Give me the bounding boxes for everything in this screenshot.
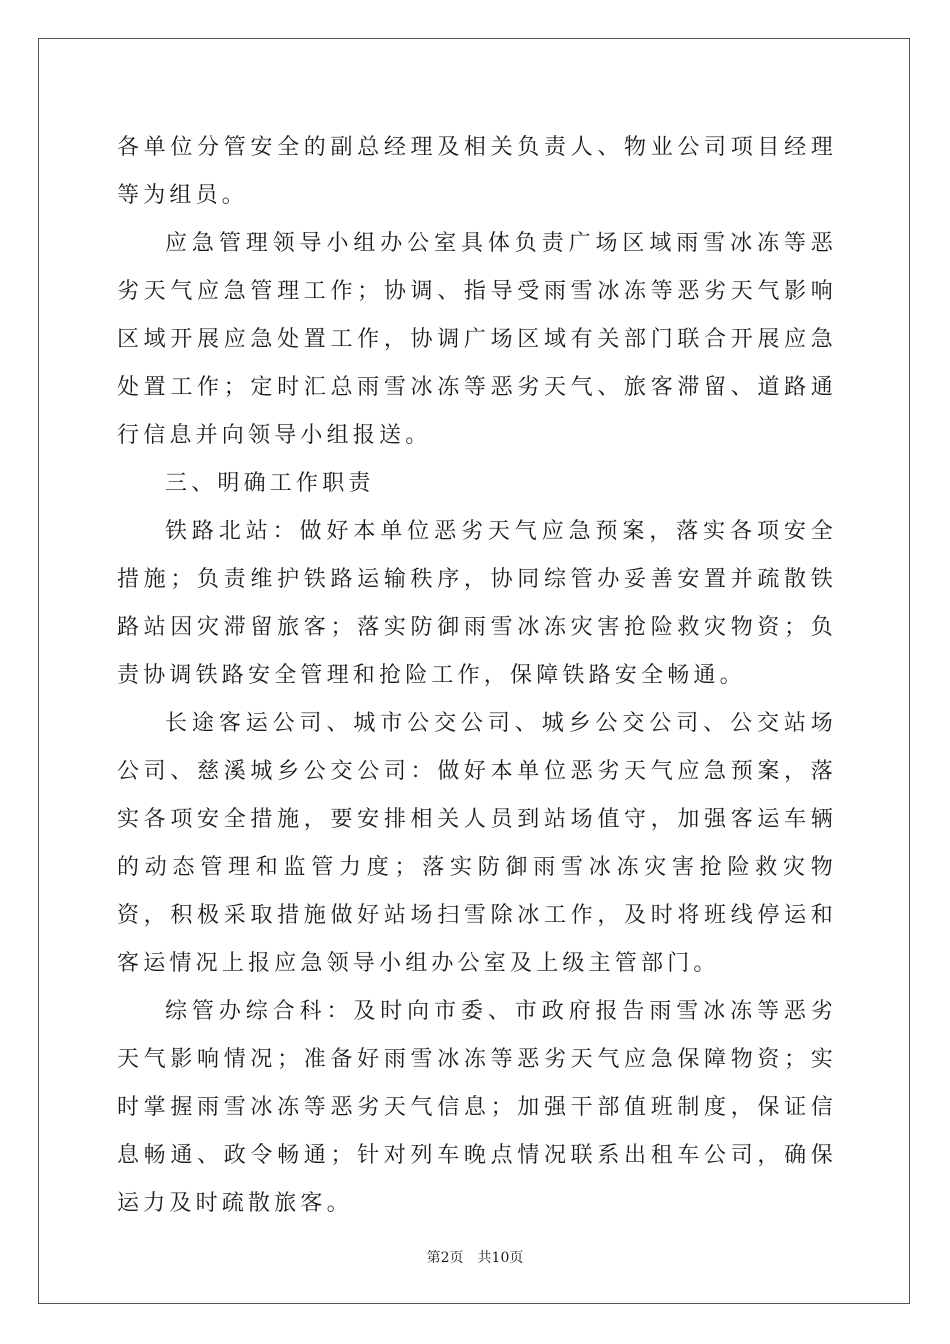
paragraph-2: 应急管理领导小组办公室具体负责广场区域雨雪冰冻等恶劣天气应急管理工作；协调、指导受雨雪冰冻等恶劣天气影响区域开展应急处置工作，协调广场区域有关部门联合开展应急处置工作；定时汇总雨雪冰冻等恶劣天气、旅客滞留、道路通行信息并向领导小组报送。: [117, 231, 837, 448]
paragraph-4: 长途客运公司、城市公交公司、城乡公交公司、公交站场公司、慈溪城乡公交公司：做好本单位恶劣天气应急预案，落实各项安全措施，要安排相关人员到站场值守，加强客运车辆的动态管理和监管力度；落实防御雨雪冰冻灾害抢险救灾物资，积极采取措施做好站场扫雪除冰工作，及时将班线停运和客运情况上报应急领导小组办公室及上级主管部门。: [117, 711, 837, 976]
page-footer: [0, 1248, 950, 1268]
document-body: [117, 124, 837, 1228]
page-number-current: 第2页: [426, 1250, 464, 1266]
page-number-total: 共10页: [477, 1250, 524, 1266]
paragraph-1: 各单位分管安全的副总经理及相关负责人、物业公司项目经理等为组员。: [117, 135, 837, 208]
paragraph-3: 铁路北站：做好本单位恶劣天气应急预案，落实各项安全措施；负责维护铁路运输秩序，协同综管办妥善安置并疏散铁路站因灾滞留旅客；落实防御雨雪冰冻灾害抢险救灾物资；负责协调铁路安全管理和抢险工作，保障铁路安全畅通。: [117, 519, 837, 688]
paragraph-5: 综管办综合科：及时向市委、市政府报告雨雪冰冻等恶劣天气影响情况；准备好雨雪冰冻等恶劣天气应急保障物资；实时掌握雨雪冰冻等恶劣天气信息；加强干部值班制度，保证信息畅通、政令畅通；针对列车晚点情况联系出租车公司，确保运力及时疏散旅客。: [117, 999, 837, 1216]
section-heading: 三、明确工作职责: [165, 471, 375, 496]
